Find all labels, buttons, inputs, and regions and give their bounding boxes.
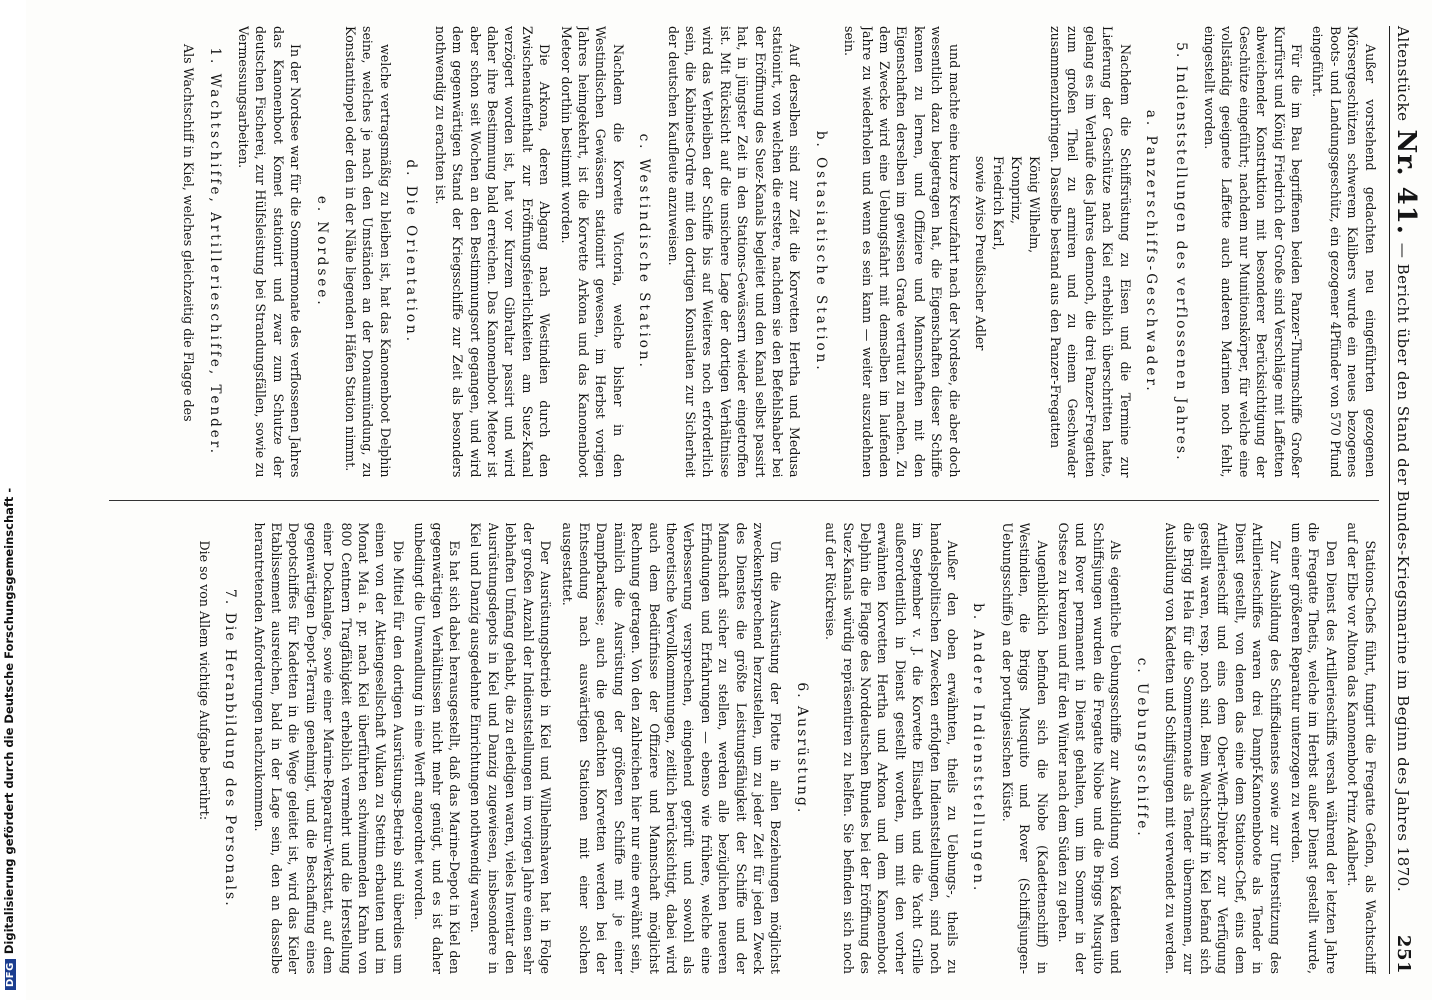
page-number: 251 — [1393, 934, 1414, 974]
paragraph: Außer den oben erwähnten, theils zu Uebungs-, theils zu handelspolitischen Zwecken erfolgten Indienststellungen, sind noch im September v. J. die Korvette Elisabeth und die Yacht Grille außerordentlich in Dienst gestellt worden, um mit den vorher erwähnten Korvetten Hertha und Arkona und dem Kanonenboot Delphin die Flagge des Norddeutschen Bundes bei der Eröffnung des Suez-Kanals würdig repräsentiren zu helfen. Sie befinden sich noch auf der Rückreise. — [823, 522, 961, 974]
paragraph: In der Nordsee war für die Sommermonate des verflossenen Jahres das Kanonenboot Komet stationirt und zwar zum Schutze der deutschen Fischerei, zur Hülfsleistung bei Strandungsfällen, sowie zu Vermessungsarbeiten. — [236, 26, 304, 478]
paragraph: Auf derselben sind zur Zeit die Korvetten Hertha und Medusa stationirt, von welchen die erstere, nachdem sie den Befehlshaber bei der Eröffnung des Suez-Kanals begleitet und den Kanal selbst passirt hat, in jüngster Zeit in den Stations-Gewässern wieder eingetroffen ist. Mit Rücksicht auf die unsichere Lage der dortigen Verhältnisse wird das Verbleiben der Schiffe bis auf Weiteres noch erforderlich sein, die Kabinets-Ordre mit den dortigen Konsulaten zur Sicherheit der deutschen Kaufleute anzuweisen. — [665, 26, 803, 478]
ship-list — [971, 156, 1043, 478]
document-title: — Bericht über den Stand der Bundes-Kriegsmarine im Beginn des Jahres 1870. — [1394, 242, 1412, 893]
subsection-heading: d. Die Orientation. — [403, 159, 420, 344]
paragraph: Nachdem die Korvette Victoria, welche bisher in den Westindischen Gewässern stationirt gewesen, im Herbst vorigen Jahres heimgekehrt, ist die Korvette Arkona und das Kanonenboot Meteor dorthin bestimmt worden. — [558, 26, 626, 478]
column-divider — [109, 500, 1379, 501]
paragraph: Zur Ausbildung des Schiffsdienstes sowie zur Unterstützung des Artillerieschiffes waren drei Dampf-Kanonenboote als Tender in Dienst gestellt, von denen das eine dem Stations-Chef, eins dem Artillerieschiff und eins dem Ober-Werft-Direktor zur Verfügung gestellt waren, resp. noch sind. Beim Wachtschiff in Kiel befand sich die Brigg Hela für die Sommermonate als Tender übernommen, zur Ausbildung von Kadetten und Schiffsjungen mit verwendet zu werden. — [1163, 522, 1283, 974]
paragraph: und machte eine kurze Kreuzfahrt nach der Nordsee, die aber doch wesentlich dazu beigetragen hat, die Eigenschaften dieser Schiffe kennen zu lernen, und Offiziere und Mannschaften mit den Eigenschaften derselben im gewissen Grade vertraut zu machen. Zu dem Zwecke wird eine Uebungsfahrt mit demselben im laufenden Jahre zu wiederholen und wenn es sein kann — weiter auszudehnen sein. — [842, 26, 962, 478]
ship-list-item: Kronprinz, — [1008, 156, 1024, 224]
paragraph: Die so von Allem wichtige Aufgabe berührt: — [196, 540, 212, 821]
text-columns — [109, 26, 1379, 974]
subsection-heading: b. Ostasiatische Station. — [812, 130, 829, 373]
paragraph: Die Arkona, deren Abgang nach Westindien durch den Zwischenaufenthalt zur Eröffnungsfeierlichkeiten am Suez-Kanal verzögert worden ist, hat vor Kurzem Gibraltar passirt und wird daher ihre Bestimmung bald erreichen. Das Kanonenboot Meteor ist aber schon seit Wochen an den Bestimmungsort gegangen, und wird dem gegenwärtigen Stand der Kriegsschiffe zur Zeit als besonders nothwendig zu erachten ist. — [432, 26, 553, 478]
subsection-heading: 1. Wachtschiffe, Artillerieschiffe, Tender. — [206, 47, 223, 457]
page-header — [1389, 26, 1421, 974]
paragraph: Als eigentliche Uebungsschiffe zur Ausbildung von Kadetten und Schiffsjungen wurden die Fregatte Niobe und die Briggs Musquito und Rover permanent in Dienst gehalten, um im Sommer in der Ostsee zu kreuzen und für den Winter nach dem Süden zu gehen. — [1056, 522, 1124, 974]
document-number: Nr. 41. — [1391, 129, 1421, 235]
paragraph: Der Ausrüstungsbetrieb in Kiel und Wilhelmshaven hat in Folge der großen Anzahl der Indienststellungen im vorigen Jahre einen sehr lebhaften Umfang gehabt, die zu erledigen waren, vieles Inventar den Ausrüstungsdepots in Kiel und Danzig zugewiesen, insbesondere in Kiel und Danzig ausgedehnte Einrichtungen nothwendig waren. — [468, 522, 554, 974]
paragraph: welche vertragsmäßig zu bleiben ist, hat das Kanonenboot Delphin seine, welches je nach den Umständen an der Donaumündung, zu Konstantinopel oder den in der Nähe liegenden Häfen Station nimmt. — [343, 26, 393, 478]
ship-list-item: König Wilhelm, — [1026, 156, 1042, 254]
section-heading: 7. Die Heranbildung des Personals. — [222, 588, 239, 908]
column-right — [109, 523, 1379, 975]
header-left-text: Altenstücke — [1394, 26, 1412, 122]
paragraph: Es hat sich dabei herausgestellt, daß das Marine-Depot in Kiel den gegenwärtigen Verhältnissen nicht mehr genügt, und es ist daher unbedingt die Umwandlung in eine Werft angeordnet worden. — [412, 522, 463, 974]
dfg-logo-icon: DFG — [5, 959, 16, 990]
subsection-heading: c. Westindische Station. — [636, 133, 653, 370]
paragraph: Für die im Bau begriffenen beiden Panzer-Thurmschiffe Großer Kurfürst und König Friedrich der Große sind Verschläge mit Laffetten abweichender Konstruktion mit besonderer Berücksichtigung der Geschütze eingeführt; nachdem nur Munitionskörper, für welche eine vollständig geeignete Laffette auch anderen Marinen noch fehlt, eingestellt worden. — [1201, 26, 1304, 478]
section-heading: 5. Indienststellungen des verflossenen Jahres. — [1172, 41, 1189, 462]
attribution-text: Digitalisierung gefördert durch die Deutsche Forschungsgemeinschaft - — [2, 487, 16, 955]
paragraph: Augenblicklich befinden sich die Niobe (Kadettenschiff) in Westindien, die Briggs Musquito und Rover (Schiffsjungen-Uebungsschiffe) an der portugiesischen Küste. — [999, 522, 1050, 974]
paragraph: Als Wachtschiff in Kiel, welches gleichzeitig die Flagge des — [181, 44, 197, 422]
subsection-heading: e. Nordsee. — [313, 195, 330, 308]
ship-list-item: Friedrich Karl, — [990, 156, 1006, 251]
subsection-heading: a. Panzerschiffs-Geschwader. — [1143, 109, 1160, 394]
paragraph: Die Mittel für den dortigen Ausrüstungs-Betrieb sind überdies um einen von der Aktiengesellschaft Vulkan zu Stettin erbauten und im Monat Mai a. pr. nach Kiel überführten schwimmenden Krahn von 800 Centnern Tragfähigkeit erheblich vermehrt und die Herstellung einer Dockanlage, sowie einer Marine-Reparatur-Werkstatt, auf dem gegenwärtigen Depot-Terrain genehmigt, und die Beschaffung eines Depotschiffes für Kadetten in die Wege geleitet ist, wird das Kieler Etablissement ausreichen, bald in der Lage sein, den an dasselbe herantretenden Anforderungen nachzukommen. — [251, 522, 406, 974]
paragraph: Nachdem die Schiffsrüstung zu Eisen und die Termine zur Lieferung der Geschütze nach Kiel erheblich überschritten hatte, gelang es im Verlaufe des Jahres dennoch, die drei Panzer-Fregatten zum großen Theil zu armiren und zu einem Geschwader zusammenzubringen. Dasselbe bestand aus den Panzer-Fregatten — [1048, 26, 1133, 478]
attribution-sidebar — [0, 0, 26, 1000]
paragraph: Außer vorstehend gedachten neu eingeführten gezogenen Mörsergeschützen schwerem Kalibers wurde ein neues bezogenes Boots- und Landungsgeschütz, ein gezogener 4Pfünder von 570 Pfund eingeführt. — [1310, 26, 1378, 478]
paragraph: Den Dienst des Artillerieschiffs versah während der letzten Jahre die Fregatte Thetis, welche im Herbst außer Dienst gestellt wurde, um einer größeren Reparatur unterzogen zu werden. — [1288, 522, 1339, 974]
paragraph: Stations-Chefs führt, fungirt die Fregatte Gefion, als Wachtschiff auf der Elbe vor Altona das Kanonenboot Prinz Adalbert. — [1345, 522, 1378, 974]
rotated-document-page — [52, 0, 1432, 1000]
subsection-heading: c. Uebungsschiffe. — [1133, 657, 1150, 839]
paragraph: Um die Ausrüstung der Flotte in allen Beziehungen möglichst zweckentsprechend herzustellen, um zu jeder Zeit für jeden Zweck des Dienstes die größte Leistungsfähigkeit der Schiffe und der Mannschaft sicher zu stellen, werden alle bezüglichen neueren Erfindungen und Erfahrungen — ebenso wie frühere, welche eine Verbesserung versprechen, eingehend geprüft und sowohl als theoretische Vervollkommnungen, zeitlich berücksichtigt, dabei wird auch dem Bedürfnisse der Offiziere und Mannschaft möglichst Rechnung getragen. Von den zahlreichen hier nur eine erwähnt sein, nämlich die Ausrüstung der größeren Schiffe mit je einer Dampfbarkasse; auch die gedachten Korvetten werden bei der Entsendung nach auswärtigen Stationen mit einer solchen ausgestattet. — [559, 522, 784, 974]
attribution-text-block — [2, 488, 16, 990]
section-heading: 6. Ausrüstung. — [793, 682, 810, 815]
subsection-heading: b. Andere Indienststellungen. — [970, 603, 987, 894]
ship-list-item: sowie Aviso Preußischer Adler — [972, 156, 988, 351]
column-left — [109, 26, 1379, 478]
